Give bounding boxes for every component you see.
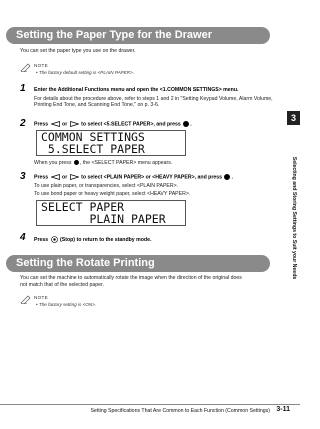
step-3-title-or: or: [62, 174, 68, 181]
right-arrow-key-icon: [70, 121, 79, 127]
ok-key-icon: [74, 160, 79, 165]
step-4-title-press: Press: [34, 236, 49, 243]
step-3-title-press: Press: [34, 174, 49, 181]
step-number-1: 1: [20, 83, 26, 94]
note-pencil-icon: [20, 63, 32, 72]
step-2-title-press: Press: [34, 121, 49, 128]
section2-intro-line1: You can set the machine to automatically rotate the image when the direction of the original does: [20, 275, 242, 281]
footer-title: Setting Specifications That Are Common to Each Function (Common Settings): [90, 408, 270, 414]
step-3-body-line1: To use plain paper, or transparencies, select <PLAIN PAPER>.: [34, 183, 179, 189]
step-3-title-select: to select <PLAIN PAPER> or <HEAVY PAPER>, and press: [81, 174, 223, 181]
step-4-title-stop: (Stop) to return to the standby mode.: [60, 236, 152, 243]
step-1-title: Enter the Additional Functions menu and open the <1.COMMON SETTINGS> menu.: [34, 87, 239, 93]
section-intro: You can set the paper type you use on the drawer.: [20, 48, 136, 54]
section-heading-paper-type: Setting the Paper Type for the Drawer: [6, 27, 270, 44]
note-text: • The factory setting is <ON>.: [36, 302, 97, 307]
left-arrow-key-icon: [51, 121, 60, 127]
lcd-display-select-paper: [36, 200, 186, 226]
lcd-line-2: 5.SELECT PAPER: [41, 141, 145, 156]
step-2-title: Press or to select <5.SELECT PAPER>, and press .: [34, 121, 192, 128]
step-2-title-select: to select <5.SELECT PAPER>, and press: [81, 121, 181, 128]
step-2-body-b: , the <SELECT PAPER> menu appears.: [79, 160, 173, 166]
step-number-4: 4: [20, 232, 26, 243]
lcd-line-2: PLAIN PAPER: [41, 211, 166, 226]
note-label: NOTE: [34, 295, 48, 300]
step-3-body-line2: To use bond paper or heavy weight paper, select <HEAVY PAPER>.: [34, 191, 191, 197]
right-arrow-key-icon: [70, 174, 79, 180]
step-1-body-line2: Printing End Tone, and Scanning End Tone," on p. 3-6.: [34, 102, 160, 108]
section-heading-rotate-printing: Setting the Rotate Printing: [6, 255, 270, 272]
lcd-display-common-settings: [36, 130, 186, 156]
section2-intro-line2: not match that of the selected paper.: [20, 282, 104, 288]
page-number: 3-11: [276, 406, 290, 413]
left-arrow-key-icon: [51, 174, 60, 180]
step-number-2: 2: [20, 118, 26, 129]
stop-key-icon: [51, 236, 58, 243]
step-2-body-a: When you press: [34, 160, 72, 166]
note-pencil-icon: [20, 295, 32, 304]
chapter-side-label: [287, 132, 300, 304]
ok-key-icon: [224, 174, 230, 180]
step-2-title-or: or: [62, 121, 68, 128]
chapter-side-label-text: Selecting and Storing Settings to Suit your Needs: [290, 156, 297, 280]
lcd-line-1: SELECT PAPER: [41, 200, 125, 214]
note-label: NOTE: [34, 63, 48, 68]
lcd-line-1: COMMON SETTINGS: [41, 130, 145, 144]
step-4-title: [34, 236, 151, 243]
ok-key-icon: [183, 121, 189, 127]
footer-divider: [0, 404, 300, 405]
chapter-tab: 3: [287, 111, 300, 125]
note-text: • The factory default setting is <PLAIN PAPER>.: [36, 70, 135, 75]
step-3-title: Press or to select <PLAIN PAPER> or <HEAVY PAPER>, and press .: [34, 174, 233, 181]
step-number-3: 3: [20, 171, 26, 182]
step-1-body-line1: For details about the procedure above, refer to steps 1 and 2 in "Setting Keypad Volume, Alarm Volume,: [34, 96, 273, 102]
step-2-body: [34, 160, 172, 166]
